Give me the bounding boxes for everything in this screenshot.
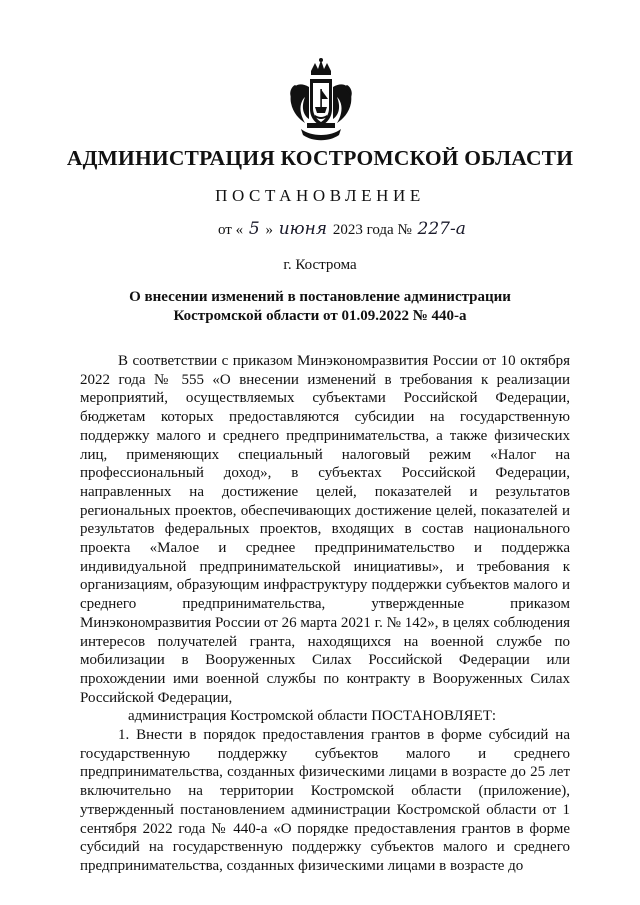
document-body — [80, 352, 570, 876]
title-line-1: О внесении изменений в постановление администрации — [129, 289, 511, 305]
date-day-close: » — [265, 222, 273, 238]
organization-name: АДМИНИСТРАЦИЯ КОСТРОМСКОЙ ОБЛАСТИ — [66, 146, 574, 170]
date-year: 2023 года № — [332, 222, 412, 238]
date-line — [218, 219, 468, 239]
resolution-line: администрация Костромской области ПОСТАНОВЛЯЕТ: — [128, 708, 497, 725]
document-type: ПОСТАНОВЛЕНИЕ — [215, 186, 425, 205]
handwritten-month: июня — [278, 219, 328, 239]
document-title — [80, 288, 560, 326]
handwritten-day: 5 — [248, 219, 260, 239]
handwritten-number: 227-а — [417, 219, 466, 239]
date-prefix: от « — [218, 222, 244, 238]
preamble-paragraph: В соответствии с приказом Минэкономразвития России от 10 октября 2022 года № 555 «О внесении изменений в требования к реализации мероприятий, осуществляемых субъектами Российской Федерации, бюджетам которых предоставляются субсидии на государственную поддержку малого и среднего предпринимательства, а также физических лиц, применяющих специальный налоговый режим «Налог на профессиональный доход», в субъектах Российской Федерации, направленных на достижение целей, показателей и результатов региональных проектов, обеспечивающих достижение целей, показателей и результатов федеральных проектов, входящих в состав национального проекта «Малое и среднее предпринимательство и поддержка индивидуальной предпринимательской инициативы», и требования к организациям, образующим инфраструктуру поддержки субъектов малого и среднего предпринимательства, утвержденные приказом Минэкономразвития России от 26 марта 2021 г. № 142», в целях соблюдения интересов получателей гранта, находящихся на военной службе по мобилизации в Вооруженных Силах Российской Федерации или прохождении ими военной службы по контракту в Вооруженных Силах Российской Федерации, — [80, 353, 570, 706]
coat-of-arms-icon — [285, 57, 357, 145]
title-line-2: Костромской области от 01.09.2022 № 440-а — [173, 308, 467, 324]
city-name: г. Кострома — [283, 257, 357, 273]
item-1-paragraph: 1. Внести в порядок предоставления грантов в форме субсидий на государственную поддержку субъектов малого и среднего предпринимательства, созданных физическими лицами в возрасте до 25 лет включительно на территории Костромской области (приложение), утвержденный постановлением администрации Костромской области от 1 сентября 2022 года № 440-а «О порядке предоставления грантов в форме субсидий на государственную поддержку субъектов малого и среднего предпринимательства, созданных физическими лицами в возрасте до — [80, 727, 570, 874]
